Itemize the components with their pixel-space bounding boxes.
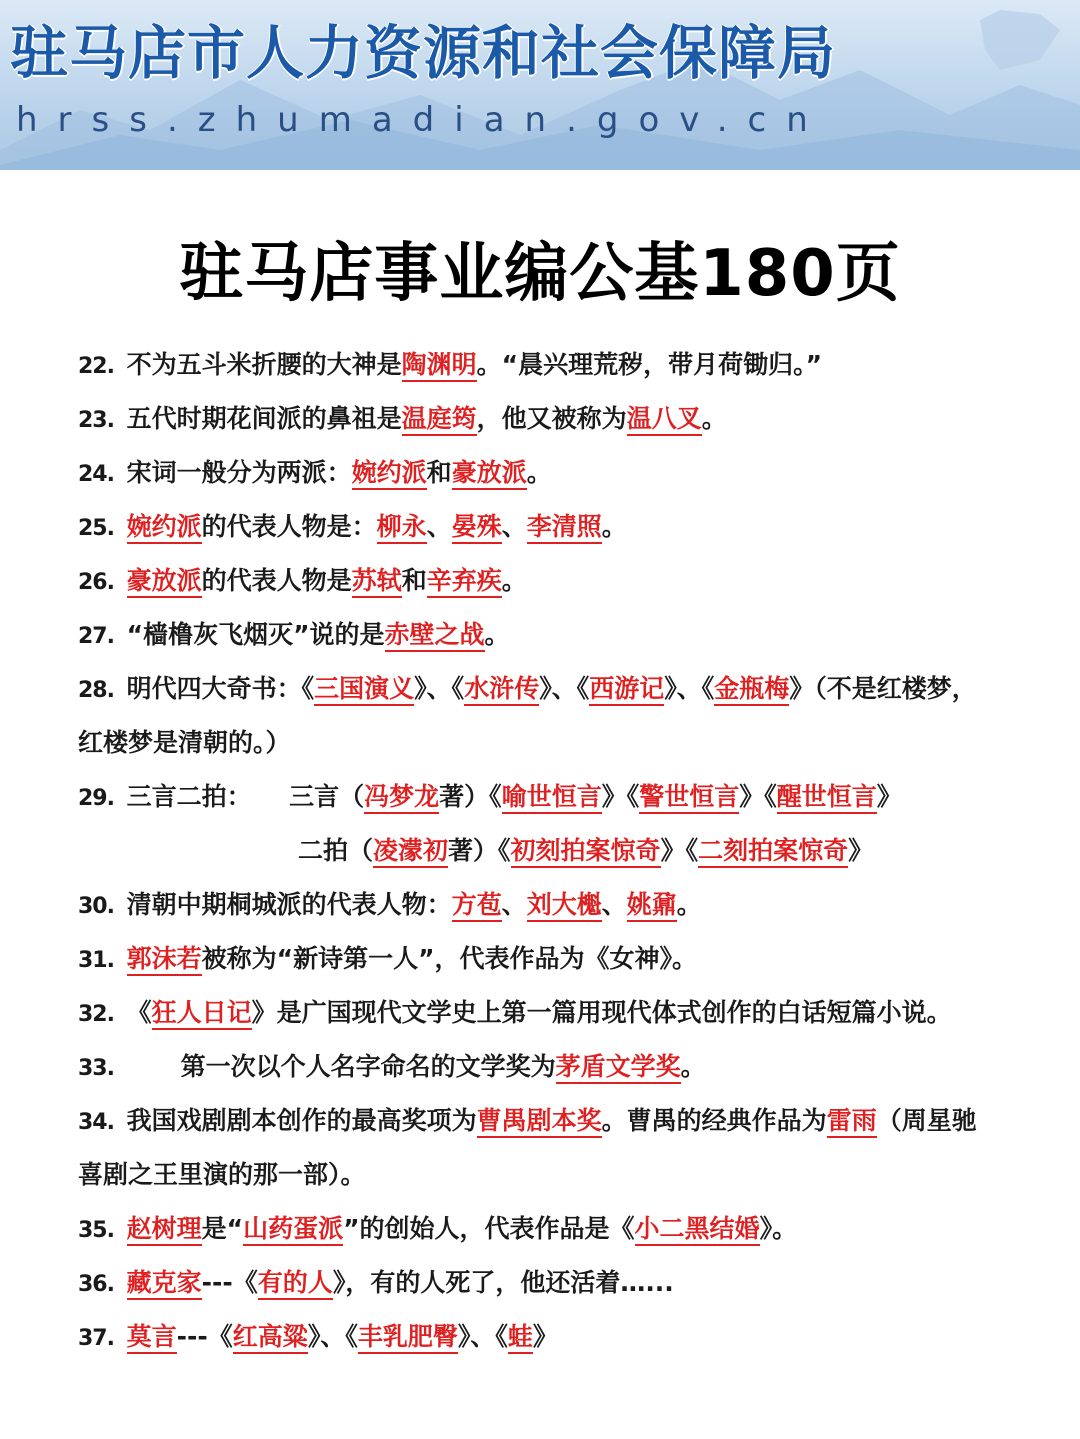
item-text: 》、《	[664, 674, 715, 703]
list-item	[78, 1258, 1068, 1312]
item-text: 、	[501, 890, 527, 919]
page-title: 驻马店事业编公基180页	[179, 237, 901, 311]
answer-highlight: 郭沫若	[127, 944, 202, 976]
list-item	[78, 1150, 1068, 1204]
item-text: 》、《	[307, 1322, 358, 1351]
item-text: 》（不是红楼梦，	[789, 674, 977, 703]
answer-highlight: 温八叉	[627, 404, 702, 436]
list-item	[78, 880, 1068, 934]
item-number: 35.	[78, 1218, 121, 1243]
list-item	[78, 664, 1068, 718]
item-number: 26.	[78, 570, 121, 595]
item-text: 和	[401, 566, 427, 595]
item-text: 的代表人物是	[201, 566, 352, 595]
item-text: 。	[701, 404, 727, 433]
item-text: 》	[876, 782, 902, 811]
item-number: 27.	[78, 624, 121, 649]
item-text: 红楼梦是清朝的。）	[78, 728, 291, 757]
answer-highlight: 赤壁之战	[385, 620, 485, 652]
item-number: 34.	[78, 1110, 121, 1135]
item-text: 不为五斗米折腰的大神是	[126, 350, 402, 379]
list-item	[78, 394, 1068, 448]
answer-highlight: 辛弃疾	[427, 566, 502, 598]
item-text: 》、《	[414, 674, 465, 703]
question-list	[78, 340, 1068, 1366]
answer-highlight: 婉约派	[352, 458, 427, 490]
item-text: 》	[848, 836, 874, 865]
item-number: 22.	[78, 354, 121, 379]
answer-highlight: 婉约派	[127, 512, 202, 544]
answer-highlight: 山药蛋派	[243, 1214, 343, 1246]
item-text: 明代四大奇书：《	[126, 674, 315, 703]
item-text: 》。	[759, 1214, 798, 1243]
item-text: 》、《	[457, 1322, 508, 1351]
answer-highlight: 方苞	[452, 890, 502, 922]
item-text: 、	[426, 512, 452, 541]
item-text: 三言二拍： 三言（	[126, 782, 365, 811]
answer-highlight: 藏克家	[127, 1268, 202, 1300]
answer-highlight: 冯梦龙	[364, 782, 439, 814]
answer-highlight: 刘大櫆	[527, 890, 602, 922]
item-text: 。	[501, 566, 527, 595]
item-text: 宋词一般分为两派：	[126, 458, 352, 487]
item-text: “樯橹灰飞烟灭”说的是	[126, 620, 385, 649]
list-item	[78, 772, 1068, 826]
item-text: 是“	[201, 1214, 244, 1243]
item-text: 》《	[739, 782, 777, 811]
item-text: 。	[680, 1052, 706, 1081]
item-text: 》、《	[539, 674, 590, 703]
item-text: ---《	[176, 1322, 233, 1351]
item-text: 》，有的人死了，他还活着…...	[332, 1268, 674, 1297]
item-text: 《	[126, 998, 152, 1027]
answer-highlight: 水浒传	[464, 674, 539, 706]
item-text: ，他又被称为	[476, 404, 627, 433]
item-text: 。曹禺的经典作品为	[601, 1106, 827, 1135]
item-text: 。	[526, 458, 552, 487]
list-item	[78, 934, 1068, 988]
list-item	[78, 988, 1068, 1042]
list-item	[78, 718, 1068, 772]
item-text: 五代时期花间派的鼻祖是	[126, 404, 402, 433]
item-text: 被称为“新诗第一人”，代表作品为《女神》。	[201, 944, 698, 973]
item-text: 。	[676, 890, 702, 919]
item-text: 喜剧之王里演的那一部）。	[78, 1160, 366, 1189]
item-number: 36.	[78, 1272, 121, 1297]
item-text: 》《	[601, 782, 640, 811]
answer-highlight: 凌濛初	[373, 836, 448, 868]
item-text: 。	[484, 620, 510, 649]
answer-highlight: 陶渊明	[402, 350, 477, 382]
list-item	[78, 1096, 1068, 1150]
answer-highlight: 茅盾文学奖	[556, 1052, 681, 1084]
item-text: 》是广国现代文学史上第一篇用现代体式创作的白话短篇小说。	[251, 998, 952, 1027]
item-number: 25.	[78, 516, 121, 541]
answer-highlight: 三国演义	[314, 674, 414, 706]
header-banner	[0, 0, 1080, 170]
item-number: 32.	[78, 1002, 121, 1027]
item-text: 》	[532, 1322, 558, 1351]
list-item	[78, 448, 1068, 502]
item-number: 30.	[78, 894, 121, 919]
item-number: 33.	[78, 1056, 121, 1081]
website-domain: hrss.zhumadian.gov.cn	[16, 100, 828, 140]
answer-highlight: 红高粱	[233, 1322, 308, 1354]
answer-highlight: 豪放派	[452, 458, 527, 490]
item-text: （周星驰	[876, 1106, 977, 1135]
answer-highlight: 姚鼐	[627, 890, 677, 922]
answer-highlight: 柳永	[377, 512, 427, 544]
list-item	[78, 610, 1068, 664]
item-number: 29.	[78, 786, 121, 811]
item-text: 我国戏剧剧本创作的最高奖项为	[126, 1106, 477, 1135]
item-text: 。“晨兴理荒秽，带月荷锄归。”	[476, 350, 823, 379]
list-item	[78, 1312, 1068, 1366]
answer-highlight: 二刻拍案惊奇	[698, 836, 848, 868]
answer-highlight: 温庭筠	[402, 404, 477, 436]
answer-highlight: 有的人	[258, 1268, 333, 1300]
answer-highlight: 苏轼	[352, 566, 402, 598]
answer-highlight: 警世恒言	[639, 782, 739, 814]
answer-highlight: 喻世恒言	[502, 782, 602, 814]
answer-highlight: 狂人日记	[152, 998, 252, 1030]
list-item	[78, 502, 1068, 556]
answer-highlight: 晏殊	[452, 512, 502, 544]
item-text: 和	[426, 458, 452, 487]
item-number: 28.	[78, 678, 121, 703]
answer-highlight: 初刻拍案惊奇	[511, 836, 661, 868]
list-item	[78, 826, 1068, 880]
item-text: 的代表人物是：	[201, 512, 377, 541]
item-number: 37.	[78, 1326, 121, 1351]
list-item	[78, 556, 1068, 610]
answer-highlight: 赵树理	[127, 1214, 202, 1246]
answer-highlight: 西游记	[589, 674, 664, 706]
item-text: 。	[601, 512, 627, 541]
item-text: 第一次以个人名字命名的文学奖为	[180, 1052, 556, 1081]
item-text: 著）《	[439, 782, 502, 811]
answer-highlight: 丰乳肥臀	[358, 1322, 458, 1354]
answer-highlight: 曹禺剧本奖	[477, 1106, 602, 1138]
list-item	[78, 1042, 1068, 1096]
item-text: 著）《	[448, 836, 511, 865]
item-number: 31.	[78, 948, 121, 973]
item-text: ---《	[201, 1268, 258, 1297]
item-text: 二拍（	[298, 836, 374, 865]
item-text: 、	[601, 890, 627, 919]
list-item	[78, 1204, 1068, 1258]
answer-highlight: 金瓶梅	[714, 674, 789, 706]
answer-highlight: 豪放派	[127, 566, 202, 598]
answer-highlight: 雷雨	[827, 1106, 877, 1138]
answer-highlight: 醒世恒言	[777, 782, 877, 814]
item-text: 、	[501, 512, 527, 541]
answer-highlight: 蛙	[508, 1322, 533, 1354]
item-number: 23.	[78, 408, 121, 433]
item-text: 清朝中期桐城派的代表人物：	[126, 890, 452, 919]
answer-highlight: 莫言	[127, 1322, 177, 1354]
item-text: 》《	[660, 836, 699, 865]
answer-highlight: 小二黑结婚	[635, 1214, 760, 1246]
organization-name: 驻马店市人力资源和社会保障局	[10, 19, 837, 87]
item-text: ”的创始人，代表作品是《	[343, 1214, 635, 1243]
answer-highlight: 李清照	[527, 512, 602, 544]
item-number: 24.	[78, 462, 121, 487]
list-item	[78, 340, 1068, 394]
